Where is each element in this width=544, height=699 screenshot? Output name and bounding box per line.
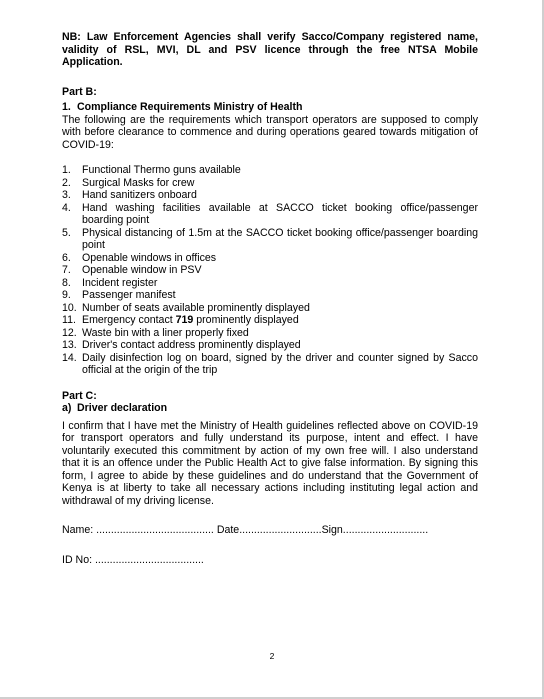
list-item-number: 14.	[62, 351, 77, 364]
declaration-heading	[62, 402, 478, 415]
id-number-line: ID No: .....................................	[62, 553, 204, 566]
list-item	[62, 327, 478, 340]
emergency-text-after: prominently displayed	[193, 314, 299, 326]
list-item	[62, 164, 478, 177]
list-item	[62, 339, 478, 352]
list-item-number: 11.	[62, 314, 76, 326]
nb-notice: NB: Law Enforcement Agencies shall verify Sacco/Company registered name, validity of RSL, MVI, DL and PSV licence through the free NTSA Mobile Application.	[62, 31, 478, 68]
emergency-text-before: Emergency contact	[82, 314, 176, 326]
list-item-text: Daily disinfection log on board, signed by the driver and counter signed by Sacco official at the origin of the trip	[82, 351, 478, 376]
list-item-text: Surgical Masks for crew	[82, 176, 195, 189]
list-item	[62, 314, 478, 327]
list-item-number: 1.	[62, 164, 71, 176]
list-item-number: 5.	[62, 226, 71, 239]
section-heading-health	[62, 101, 478, 114]
declaration-title: Driver declaration	[77, 402, 168, 414]
list-item-number: 9.	[62, 289, 71, 301]
section-letter: a)	[62, 402, 72, 414]
list-item-text: Incident register	[82, 276, 158, 289]
list-item-text: Openable windows in offices	[82, 251, 217, 264]
list-item	[62, 289, 478, 302]
list-item	[62, 252, 478, 265]
list-item	[62, 227, 478, 252]
list-item-number: 13.	[62, 339, 77, 351]
list-item-number: 6.	[62, 251, 71, 264]
list-item-number: 3.	[62, 189, 71, 201]
part-b-label: Part B:	[62, 85, 97, 98]
list-item	[62, 189, 478, 202]
list-item-number: 4.	[62, 201, 71, 214]
requirements-intro: The following are the requirements which transport operators are supposed to comply with before clearance to commence and during operations geared towards mitigation of COVID-19:	[62, 113, 478, 151]
page-number: 2	[269, 651, 275, 661]
list-item-number: 2.	[62, 176, 71, 189]
list-item	[62, 264, 478, 277]
list-item-text: Driver's contact address prominently displayed	[82, 339, 301, 351]
list-item-text: Waste bin with a liner properly fixed	[82, 326, 249, 339]
list-item-number: 12.	[62, 326, 77, 339]
list-item-text: Openable window in PSV	[82, 264, 202, 276]
list-item-text	[82, 314, 478, 327]
list-item-text: Passenger manifest	[82, 289, 176, 301]
list-item	[62, 277, 478, 290]
list-item-text: Number of seats available prominently displayed	[82, 301, 310, 314]
list-item-number: 7.	[62, 264, 71, 276]
signature-line: Name: ........................................ Date............................Sign.............................	[62, 524, 429, 536]
declaration-text: I confirm that I have met the Ministry of Health guidelines reflected above on COVID-19 for transport operators and fully understand its purpose, intent and effect. I have voluntarily executed this commitment by action of my own free will. I also understand that it is an offence under the Public Health Act to give false information. By signing this form, I agree to abide by these guidelines and do understand that the Government of Kenya is at liberty to take all necessary actions including instituting legal action and withdrawal of my driving license.	[62, 419, 478, 507]
list-item	[62, 352, 478, 377]
list-item-text: Hand sanitizers onboard	[82, 189, 197, 201]
part-c-label: Part C:	[62, 389, 97, 402]
section-number: 1.	[62, 101, 71, 113]
list-item-text: Physical distancing of 1.5m at the SACCO ticket booking office/passenger boarding point	[82, 226, 478, 251]
list-item-number: 10.	[62, 301, 77, 314]
emergency-number: 719	[175, 314, 194, 326]
list-item-text: Functional Thermo guns available	[82, 164, 241, 176]
list-item	[62, 202, 478, 227]
list-item	[62, 177, 478, 190]
list-item-text: Hand washing facilities available at SACCO ticket booking office/passenger boarding point	[82, 201, 478, 226]
section-title: Compliance Requirements Ministry of Health	[77, 101, 303, 113]
list-item	[62, 302, 478, 315]
document-body	[62, 31, 478, 566]
requirements-list	[62, 164, 478, 377]
list-item-number: 8.	[62, 276, 71, 289]
